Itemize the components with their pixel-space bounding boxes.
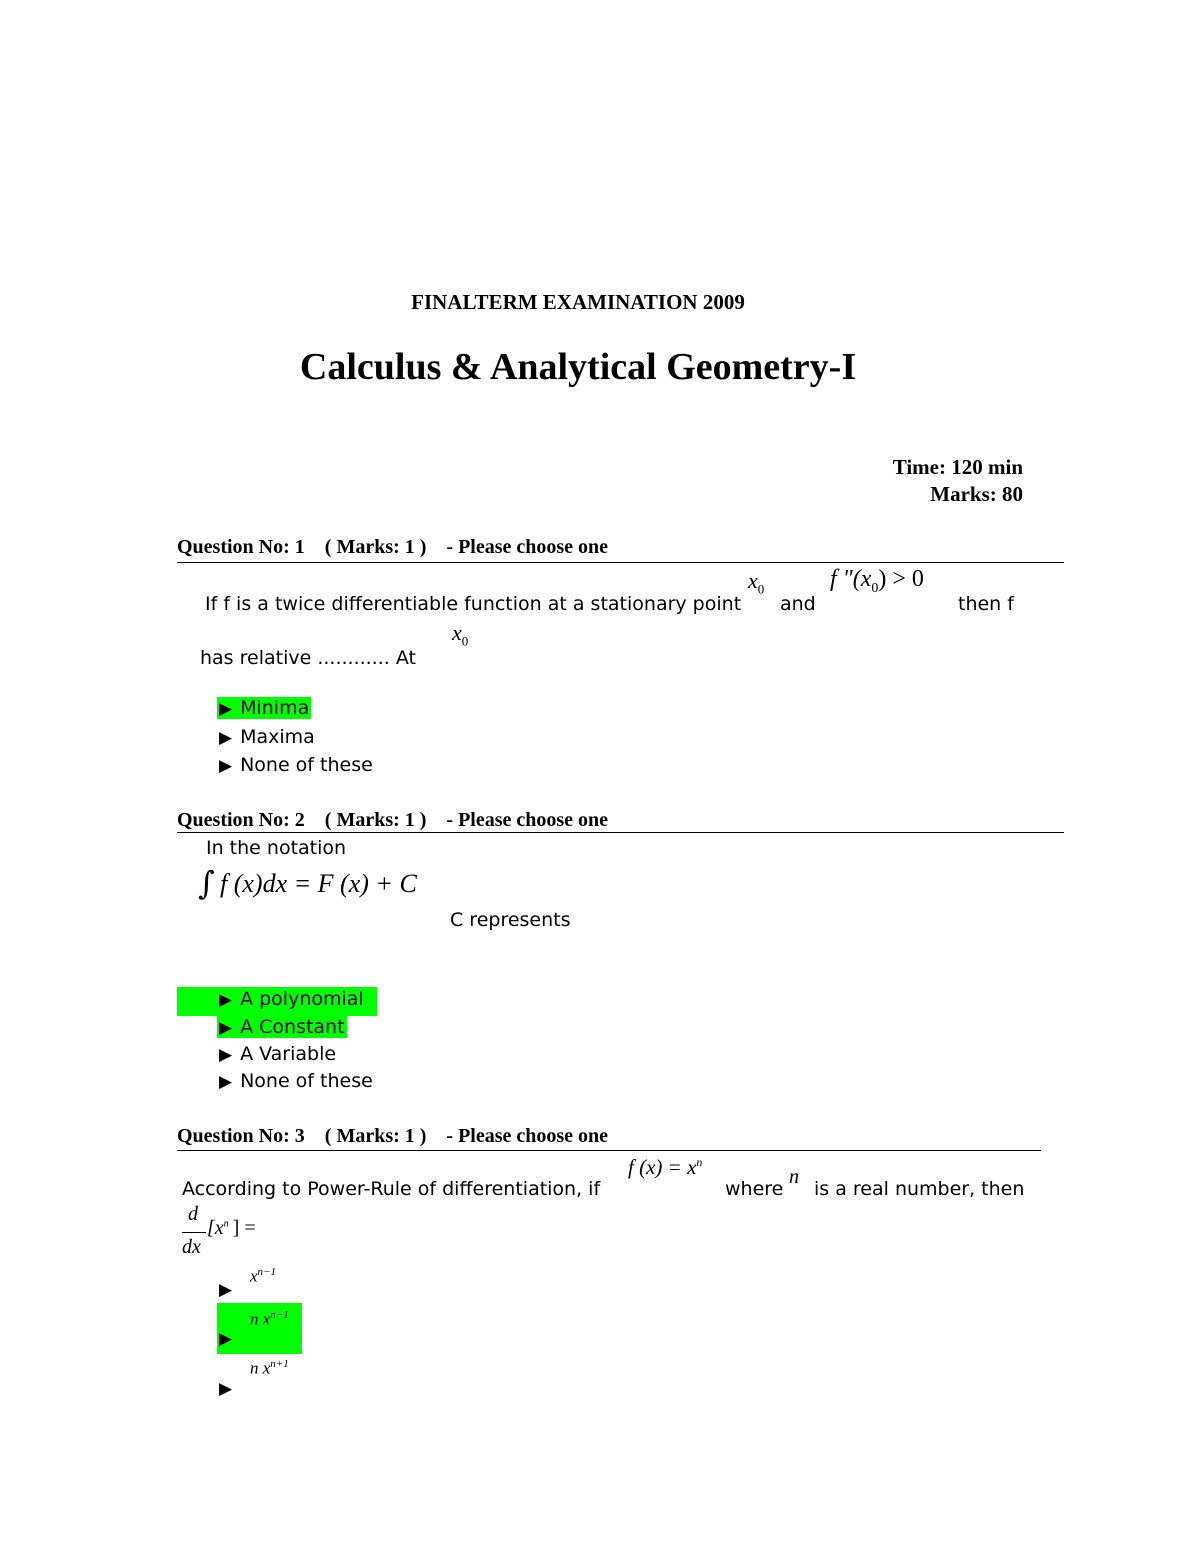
play-arrow-icon: ▶ [219,1329,233,1349]
q2-text-line1: In the notation [206,837,347,859]
q3-function-definition: f $(x) = x^n$ [628,1155,703,1179]
q1-text-then: then f [958,593,1014,615]
q1-text-line1: If f is a twice differentiable function at a stationary point [205,593,742,615]
q1-condition: f "$(x_0) > 0$ [830,566,924,596]
play-arrow-icon: ▶ [219,756,233,776]
q2-option-variable[interactable]: ▶ A Variable [219,1043,337,1065]
play-arrow-icon: ▶ [219,1280,233,1300]
q3-option-1[interactable] [219,1278,240,1300]
play-arrow-icon: ▶ [219,728,233,748]
q1-stationary-point-x0: $x_0$ [748,568,765,597]
q3-option-2-formula: n $x^{n-1}$ [250,1309,289,1329]
exam-name: FINALTERM EXAMINATION 2009 [411,290,745,314]
q3-n-symbol: n [789,1166,799,1188]
q3-text-real: is a real number, then [814,1178,1025,1200]
q1-text-and: and [780,593,816,615]
q3-option-3-formula: n $x^{n+1}$ [250,1358,289,1378]
exam-marks: Marks: 80 [930,482,1023,506]
question-2-header: Question No: 2 ( Marks: 1 ) - Please choose one [177,809,609,831]
exam-time: Time: 120 min [892,455,1023,479]
question-1-rule [177,562,1064,563]
play-arrow-icon: ▶ [219,1018,233,1038]
question-1-header: Question No: 1 ( Marks: 1 ) - Please choose one [177,536,609,558]
q3-text-where: where [725,1178,784,1200]
q1-point-x0: $x_0$ [452,620,469,649]
q3-derivative-numerator: d [188,1203,198,1225]
q2-option-constant[interactable]: ▶ A Constant [219,1016,345,1038]
q2-option-none[interactable]: ▶ None of these [219,1070,373,1092]
q2-option-polynomial[interactable]: ▶ A polynomial [219,988,364,1010]
play-arrow-icon: ▶ [219,990,233,1010]
q3-option-3[interactable] [219,1377,240,1399]
play-arrow-icon: ▶ [219,1045,233,1065]
question-3-rule [177,1150,1041,1151]
q3-derivative-bracket: [$x^n$ ] = [207,1217,256,1239]
question-3-header: Question No: 3 ( Marks: 1 ) - Please choose one [177,1125,609,1147]
q2-text-line2: C represents [450,909,571,931]
q1-option-maxima[interactable]: ▶ Maxima [219,726,315,748]
q3-option-1-formula: $x^{n-1}$ [250,1266,276,1286]
play-arrow-icon: ▶ [219,699,233,719]
page-title: Calculus & Analytical Geometry-I [299,346,857,388]
q1-option-none[interactable]: ▶ None of these [219,754,373,776]
q3-text-line1: According to Power-Rule of differentiation, if [182,1178,601,1200]
play-arrow-icon: ▶ [219,1379,233,1399]
q3-derivative-denominator: dx [182,1236,201,1258]
q3-option-2-bullet [219,1327,240,1349]
question-2-rule [177,832,1064,833]
q1-option-minima[interactable]: ▶ Minima [219,697,310,719]
q3-fraction-bar [182,1232,206,1233]
q2-integral-sign: ∫ [198,864,215,902]
q2-formula: f (x)dx = F (x) + C [220,869,417,898]
play-arrow-icon: ▶ [219,1072,233,1092]
q1-text-line2: has relative ............ At [200,647,416,669]
